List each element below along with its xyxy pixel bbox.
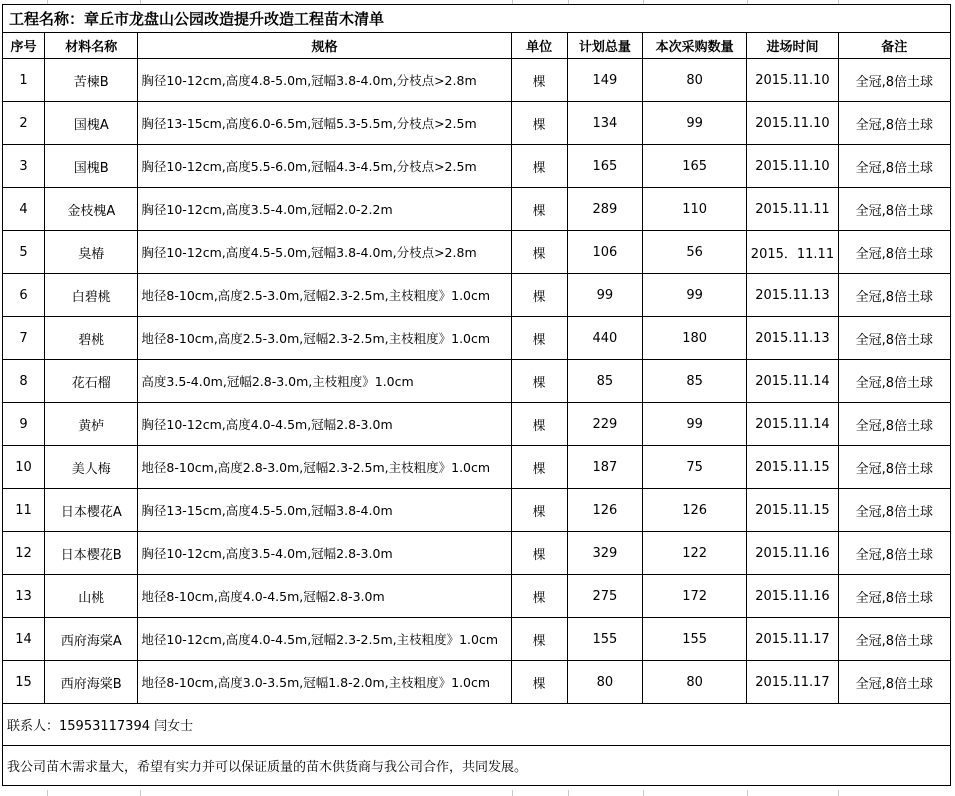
- remark-cell: 全冠,8倍土球: [838, 188, 950, 231]
- planned-qty-cell: 134: [567, 102, 642, 145]
- purchase-qty-cell: 80: [642, 59, 746, 102]
- unit-cell: 棵: [511, 145, 567, 188]
- unit-cell: 棵: [511, 489, 567, 532]
- spec-cell: 胸径10-12cm,高度3.5-4.0m,冠幅2.0-2.2m: [138, 188, 511, 231]
- unit-cell: 棵: [511, 403, 567, 446]
- material-name: 碧桃: [45, 317, 138, 360]
- purchase-qty-cell: 122: [642, 532, 746, 575]
- planned-qty-cell: 329: [567, 532, 642, 575]
- table-row: [3, 618, 951, 661]
- spec-cell: 地径8-10cm,高度4.0-4.5m,冠幅2.8-3.0m: [138, 575, 511, 618]
- col-header-material: 材料名称: [45, 33, 138, 59]
- remark-cell: 全冠,8倍土球: [838, 403, 950, 446]
- material-name: 黄栌: [45, 403, 138, 446]
- spec-cell: 高度3.5-4.0m,冠幅2.8-3.0m,主枝粗度》1.0cm: [138, 360, 511, 403]
- purchase-qty-cell: 126: [642, 489, 746, 532]
- purchase-qty-cell: 180: [642, 317, 746, 360]
- table-row: [3, 231, 951, 274]
- arrival-date-cell: 2015.11.17: [747, 661, 838, 704]
- row-number: 8: [3, 360, 45, 403]
- table-row: [3, 102, 951, 145]
- cooperation-notice: 我公司苗木需求量大，希望有实力并可以保证质量的苗木供货商与我公司合作，共同发展。: [3, 746, 951, 786]
- remark-cell: 全冠,8倍土球: [838, 102, 950, 145]
- sheet-gridline: [140, 790, 141, 796]
- planned-qty-cell: 289: [567, 188, 642, 231]
- table-title-row: [3, 5, 951, 33]
- arrival-date-cell: 2015.11.16: [747, 575, 838, 618]
- material-name: 国槐B: [45, 145, 138, 188]
- row-number: 7: [3, 317, 45, 360]
- spec-cell: 胸径13-15cm,高度6.0-6.5m,冠幅5.3-5.5m,分枝点>2.5m: [138, 102, 511, 145]
- purchase-qty-cell: 99: [642, 403, 746, 446]
- table-row: [3, 274, 951, 317]
- sheet-gridline: [643, 790, 644, 796]
- purchase-qty-cell: 85: [642, 360, 746, 403]
- material-name: 花石榴: [45, 360, 138, 403]
- remark-cell: 全冠,8倍土球: [838, 145, 950, 188]
- nursery-stock-table: [2, 4, 951, 786]
- remark-cell: 全冠,8倍土球: [838, 317, 950, 360]
- table-row: [3, 446, 951, 489]
- material-name: 金枝槐A: [45, 188, 138, 231]
- arrival-date-cell: 2015.11.16: [747, 532, 838, 575]
- arrival-date-cell: 2015.11.10: [747, 59, 838, 102]
- table-row: [3, 661, 951, 704]
- arrival-date-cell: 2015.11.10: [747, 145, 838, 188]
- unit-cell: 棵: [511, 360, 567, 403]
- spec-cell: 地径8-10cm,高度2.5-3.0m,冠幅2.3-2.5m,主枝粗度》1.0cm: [138, 317, 511, 360]
- sheet-gridline: [747, 790, 748, 796]
- material-name: 国槐A: [45, 102, 138, 145]
- purchase-qty-cell: 172: [642, 575, 746, 618]
- material-name: 日本樱花B: [45, 532, 138, 575]
- remark-cell: 全冠,8倍土球: [838, 575, 950, 618]
- table-body: [3, 5, 951, 786]
- remark-cell: 全冠,8倍土球: [838, 231, 950, 274]
- remark-cell: 全冠,8倍土球: [838, 618, 950, 661]
- material-name: 西府海棠A: [45, 618, 138, 661]
- table-row: [3, 145, 951, 188]
- remark-cell: 全冠,8倍土球: [838, 446, 950, 489]
- material-name: 西府海棠B: [45, 661, 138, 704]
- planned-qty-cell: 126: [567, 489, 642, 532]
- planned-qty-cell: 85: [567, 360, 642, 403]
- spec-cell: 地径8-10cm,高度3.0-3.5m,冠幅1.8-2.0m,主枝粗度》1.0cm: [138, 661, 511, 704]
- unit-cell: 棵: [511, 661, 567, 704]
- purchase-qty-cell: 110: [642, 188, 746, 231]
- planned-qty-cell: 187: [567, 446, 642, 489]
- row-number: 4: [3, 188, 45, 231]
- arrival-date-cell: 2015.11.17: [747, 618, 838, 661]
- material-name: 美人梅: [45, 446, 138, 489]
- unit-cell: 棵: [511, 317, 567, 360]
- planned-qty-cell: 440: [567, 317, 642, 360]
- table-row: [3, 403, 951, 446]
- material-name: 臭椿: [45, 231, 138, 274]
- purchase-qty-cell: 56: [642, 231, 746, 274]
- planned-qty-cell: 155: [567, 618, 642, 661]
- row-number: 3: [3, 145, 45, 188]
- col-header-arrival-date: 进场时间: [747, 33, 838, 59]
- table-row: [3, 489, 951, 532]
- spec-cell: 胸径10-12cm,高度4.5-5.0m,冠幅3.8-4.0m,分枝点>2.8m: [138, 231, 511, 274]
- arrival-date-cell: 2015．11.11: [747, 231, 838, 274]
- planned-qty-cell: 106: [567, 231, 642, 274]
- material-name: 苦楝B: [45, 59, 138, 102]
- col-header-planned-qty: 计划总量: [567, 33, 642, 59]
- col-header-purchase-qty: 本次采购数量: [642, 33, 746, 59]
- arrival-date-cell: 2015.11.15: [747, 446, 838, 489]
- material-name: 山桃: [45, 575, 138, 618]
- spec-cell: 地径10-12cm,高度4.0-4.5m,冠幅2.3-2.5m,主枝粗度》1.0cm: [138, 618, 511, 661]
- sheet-gridline: [568, 790, 569, 796]
- spec-cell: 胸径10-12cm,高度3.5-4.0m,冠幅2.8-3.0m: [138, 532, 511, 575]
- purchase-qty-cell: 99: [642, 102, 746, 145]
- spec-cell: 地径8-10cm,高度2.8-3.0m,冠幅2.3-2.5m,主枝粗度》1.0cm: [138, 446, 511, 489]
- row-number: 13: [3, 575, 45, 618]
- row-number: 5: [3, 231, 45, 274]
- col-header-remark: 备注: [838, 33, 950, 59]
- planned-qty-cell: 229: [567, 403, 642, 446]
- purchase-qty-cell: 165: [642, 145, 746, 188]
- remark-cell: 全冠,8倍土球: [838, 274, 950, 317]
- remark-cell: 全冠,8倍土球: [838, 360, 950, 403]
- arrival-date-cell: 2015.11.13: [747, 274, 838, 317]
- arrival-date-cell: 2015.11.14: [747, 403, 838, 446]
- unit-cell: 棵: [511, 188, 567, 231]
- row-number: 10: [3, 446, 45, 489]
- table-header-row: [3, 33, 951, 59]
- planned-qty-cell: 99: [567, 274, 642, 317]
- spec-cell: 胸径10-12cm,高度4.8-5.0m,冠幅3.8-4.0m,分枝点>2.8m: [138, 59, 511, 102]
- row-number: 15: [3, 661, 45, 704]
- row-number: 9: [3, 403, 45, 446]
- unit-cell: 棵: [511, 231, 567, 274]
- table-row: [3, 317, 951, 360]
- remark-cell: 全冠,8倍土球: [838, 532, 950, 575]
- planned-qty-cell: 275: [567, 575, 642, 618]
- arrival-date-cell: 2015.11.14: [747, 360, 838, 403]
- table-row: [3, 575, 951, 618]
- planned-qty-cell: 165: [567, 145, 642, 188]
- table-row: [3, 360, 951, 403]
- arrival-date-cell: 2015.11.13: [747, 317, 838, 360]
- spec-cell: 胸径13-15cm,高度4.5-5.0m,冠幅3.8-4.0m: [138, 489, 511, 532]
- unit-cell: 棵: [511, 274, 567, 317]
- notice-row: [3, 746, 951, 786]
- unit-cell: 棵: [511, 446, 567, 489]
- row-number: 2: [3, 102, 45, 145]
- row-number: 6: [3, 274, 45, 317]
- material-name: 白碧桃: [45, 274, 138, 317]
- unit-cell: 棵: [511, 102, 567, 145]
- unit-cell: 棵: [511, 575, 567, 618]
- table-row: [3, 188, 951, 231]
- remark-cell: 全冠,8倍土球: [838, 59, 950, 102]
- planned-qty-cell: 80: [567, 661, 642, 704]
- planned-qty-cell: 149: [567, 59, 642, 102]
- purchase-qty-cell: 80: [642, 661, 746, 704]
- project-title: 工程名称：章丘市龙盘山公园改造提升改造工程苗木清单: [3, 5, 951, 33]
- sheet-gridline: [512, 790, 513, 796]
- col-header-spec: 规格: [138, 33, 511, 59]
- contact-info: 联系人：15953117394 闫女士: [3, 704, 951, 746]
- table-row: [3, 532, 951, 575]
- col-header-index: 序号: [3, 33, 45, 59]
- arrival-date-cell: 2015.11.11: [747, 188, 838, 231]
- material-name: 日本樱花A: [45, 489, 138, 532]
- arrival-date-cell: 2015.11.10: [747, 102, 838, 145]
- purchase-qty-cell: 99: [642, 274, 746, 317]
- sheet-gridline: [47, 790, 48, 796]
- unit-cell: 棵: [511, 59, 567, 102]
- unit-cell: 棵: [511, 532, 567, 575]
- sheet-gridline-strip-bottom: [0, 790, 955, 796]
- purchase-qty-cell: 75: [642, 446, 746, 489]
- contact-row: [3, 704, 951, 746]
- purchase-qty-cell: 155: [642, 618, 746, 661]
- row-number: 12: [3, 532, 45, 575]
- row-number: 1: [3, 59, 45, 102]
- remark-cell: 全冠,8倍土球: [838, 661, 950, 704]
- remark-cell: 全冠,8倍土球: [838, 489, 950, 532]
- row-number: 11: [3, 489, 45, 532]
- arrival-date-cell: 2015.11.15: [747, 489, 838, 532]
- spec-cell: 胸径10-12cm,高度5.5-6.0m,冠幅4.3-4.5m,分枝点>2.5m: [138, 145, 511, 188]
- table-row: [3, 59, 951, 102]
- row-number: 14: [3, 618, 45, 661]
- col-header-unit: 单位: [511, 33, 567, 59]
- sheet-gridline: [838, 790, 839, 796]
- spec-cell: 地径8-10cm,高度2.5-3.0m,冠幅2.3-2.5m,主枝粗度》1.0cm: [138, 274, 511, 317]
- unit-cell: 棵: [511, 618, 567, 661]
- spec-cell: 胸径10-12cm,高度4.0-4.5m,冠幅2.8-3.0m: [138, 403, 511, 446]
